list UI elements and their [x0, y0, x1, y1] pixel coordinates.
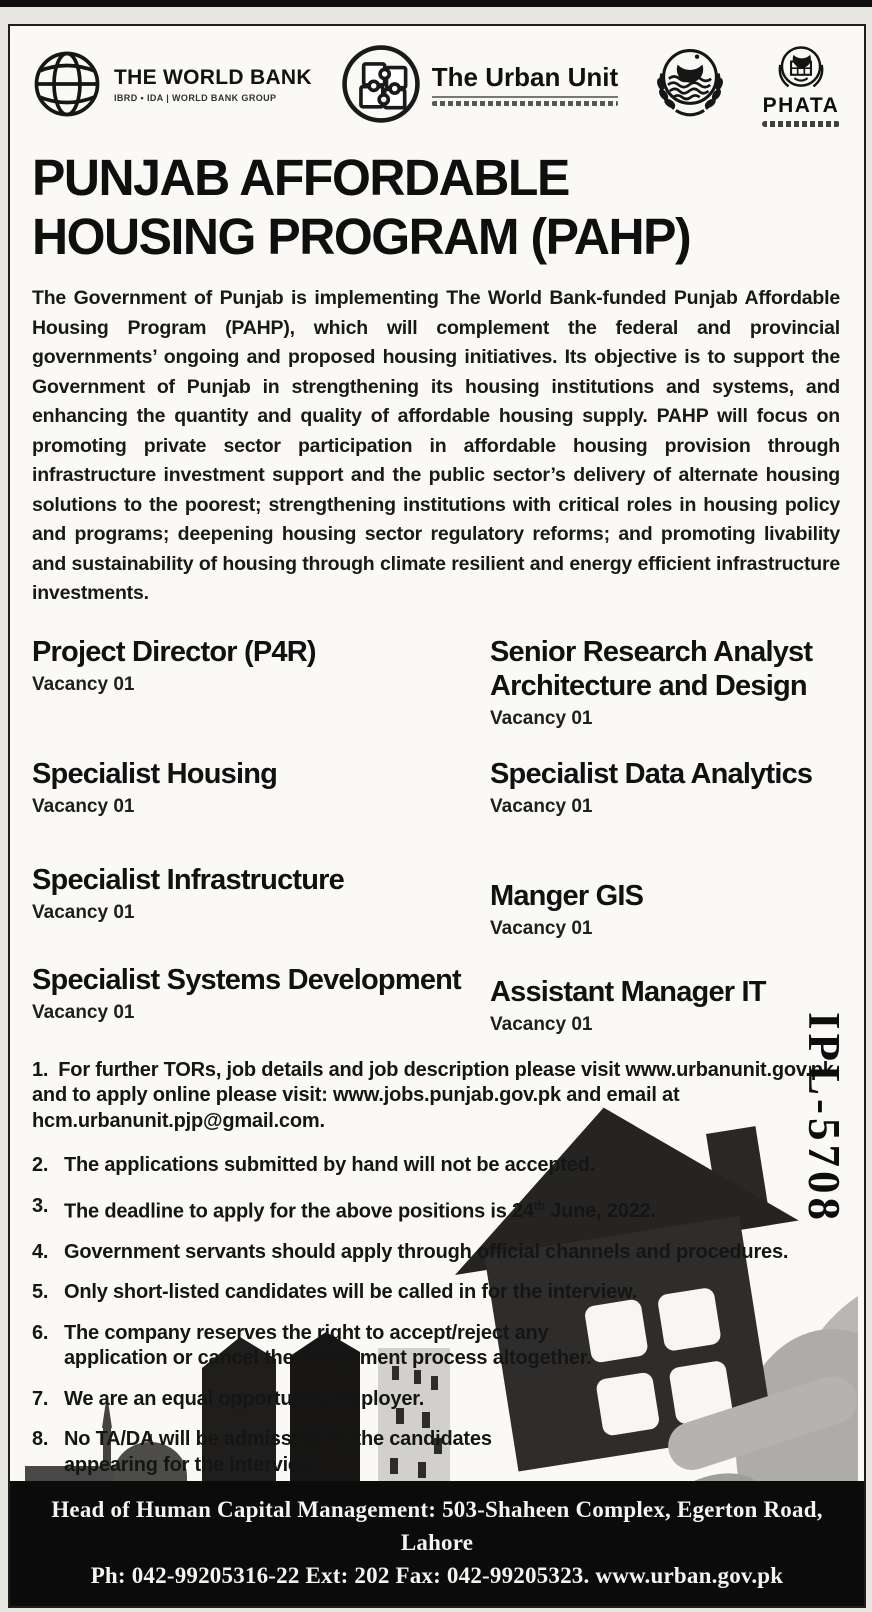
world-bank-subtitle: IBRD • IDA | WORLD BANK GROUP — [114, 92, 277, 103]
list-item-number: 1. — [32, 1058, 49, 1081]
job-item — [32, 635, 464, 757]
phata-logo — [762, 41, 840, 127]
deadline-prefix: The deadline to apply for the above positions is — [64, 1200, 513, 1223]
job-title: Specialist Data Analytics — [490, 757, 813, 790]
list-item-text: We are an equal opportunity employer. — [64, 1387, 425, 1410]
list-item-text: Only short-listed candidates will be called in for the interview. — [64, 1281, 638, 1304]
punjab-government-crest-icon — [646, 38, 734, 130]
list-item-text: Government servants should apply through official channels and procedures. — [64, 1240, 789, 1263]
page-top-rule — [0, 0, 872, 7]
list-item — [32, 1153, 840, 1179]
deadline-date — [512, 1200, 656, 1222]
job-title: Specialist Systems Development — [32, 963, 461, 996]
list-item-number: 2. — [32, 1154, 49, 1176]
job-title: Specialist Housing — [32, 757, 278, 790]
phata-crest-icon — [772, 41, 830, 97]
list-item — [32, 1280, 840, 1306]
job-title: Assistant Manager IT — [490, 975, 766, 1008]
logo-row — [10, 26, 864, 134]
job-vacancy: Vacancy 01 — [490, 1013, 593, 1035]
phata-title: PHATA — [762, 94, 840, 117]
job-item — [490, 635, 842, 757]
job-title: Specialist Infrastructure — [32, 863, 344, 896]
urban-unit-text — [432, 62, 618, 106]
deadline-rest: June, 2022. — [544, 1200, 656, 1223]
list-item-number: 4. — [32, 1240, 49, 1263]
job-item — [32, 757, 464, 863]
instructions-list — [32, 1058, 840, 1479]
job-vacancy: Vacancy 01 — [32, 1001, 135, 1023]
world-bank-globe-icon — [30, 47, 104, 121]
urban-unit-rule — [432, 96, 618, 98]
deadline-ordinal: th — [533, 1198, 545, 1213]
job-vacancy: Vacancy 01 — [32, 673, 135, 695]
footer-contact-bar — [10, 1481, 864, 1606]
job-listings — [32, 635, 842, 1036]
ad-reference-code: IPL-5708 — [799, 1012, 849, 1224]
list-item — [32, 1194, 840, 1225]
list-item — [32, 1427, 492, 1478]
job-title: Senior Research Analyst Architecture and Design — [490, 635, 813, 702]
list-item-text: For further TORs, job details and job description please visit www.urbanunit.gov.pk and to apply online please visit: www.jobs.punjab.gov.pk and email at hcm.urbanunit.pjp@gmail.com. — [32, 1058, 834, 1132]
urban-unit-title: The Urban Unit — [431, 62, 619, 92]
job-vacancy: Vacancy 01 — [32, 901, 135, 923]
list-item-number: 3. — [32, 1194, 49, 1217]
world-bank-title: THE WORLD BANK — [114, 65, 312, 89]
job-title: Project Director (P4R) — [32, 635, 316, 668]
phata-urdu-script — [762, 121, 840, 127]
list-item-text: The applications submitted by hand will not be accepted. — [64, 1154, 596, 1176]
job-item — [490, 879, 842, 963]
list-item — [32, 1058, 840, 1135]
urban-unit-logo — [340, 43, 618, 125]
intro-paragraph: The Government of Punjab is implementing The World Bank-funded Punjab Affordable Housing Program (PAHP), which will complement the federal and provincial governments’ ongoing and proposed housing initiatives. Its objective is to support the Government of Punjab in strengthening its housing institutions and systems, and enhancing the quantity and quality of affordable housing supply. PAHP will focus on promoting private sector participation in affordable housing provision through infrastructure investment support and the public sector’s delivery of alternate housing solutions to the poorest; strengthening institutions with critical roles in housing policy and programs; deepening housing sector regulatory reforms; and promoting livability and sustainability of housing through climate resilient and energy efficient infrastructure investments. — [32, 287, 840, 604]
urban-unit-tagline — [432, 101, 618, 106]
page-title — [32, 148, 826, 266]
job-item — [32, 963, 464, 1036]
page-title-line1: PUNJAB AFFORDABLE — [32, 149, 569, 206]
list-item-number: 5. — [32, 1281, 49, 1304]
list-item-text: No TA/DA will be admissible to the candidates appearing for the interview. — [64, 1428, 492, 1476]
deadline-day: 24 — [512, 1200, 534, 1223]
advertisement-frame — [8, 24, 866, 1608]
world-bank-logo — [30, 47, 312, 121]
list-item-text: The company reserves the right to accept/reject any application or cancel the recruitment process altogether. — [64, 1321, 592, 1370]
page-title-line2: HOUSING PROGRAM (PAHP) — [32, 208, 691, 265]
job-item — [490, 757, 842, 863]
urban-unit-puzzle-icon — [340, 43, 422, 125]
footer-address: Head of Human Capital Management: 503-Shaheen Complex, Egerton Road, Lahore — [51, 1497, 823, 1555]
list-item — [32, 1240, 840, 1266]
footer-phone-web: Ph: 042-99205316-22 Ext: 202 Fax: 042-99205323. www.urban.gov.pk — [90, 1563, 784, 1588]
list-item — [32, 1321, 632, 1372]
job-vacancy: Vacancy 01 — [490, 917, 593, 939]
job-item — [32, 863, 464, 963]
list-item-number: 8. — [32, 1428, 49, 1451]
list-item-text — [64, 1194, 656, 1225]
job-title: Manger GIS — [490, 879, 644, 912]
list-item-number: 7. — [32, 1387, 49, 1410]
job-vacancy: Vacancy 01 — [490, 707, 593, 729]
world-bank-text — [114, 66, 312, 103]
list-item-number: 6. — [32, 1321, 49, 1344]
job-vacancy: Vacancy 01 — [32, 795, 135, 817]
job-vacancy: Vacancy 01 — [490, 795, 593, 817]
list-item — [32, 1387, 840, 1413]
job-item — [490, 975, 842, 1036]
